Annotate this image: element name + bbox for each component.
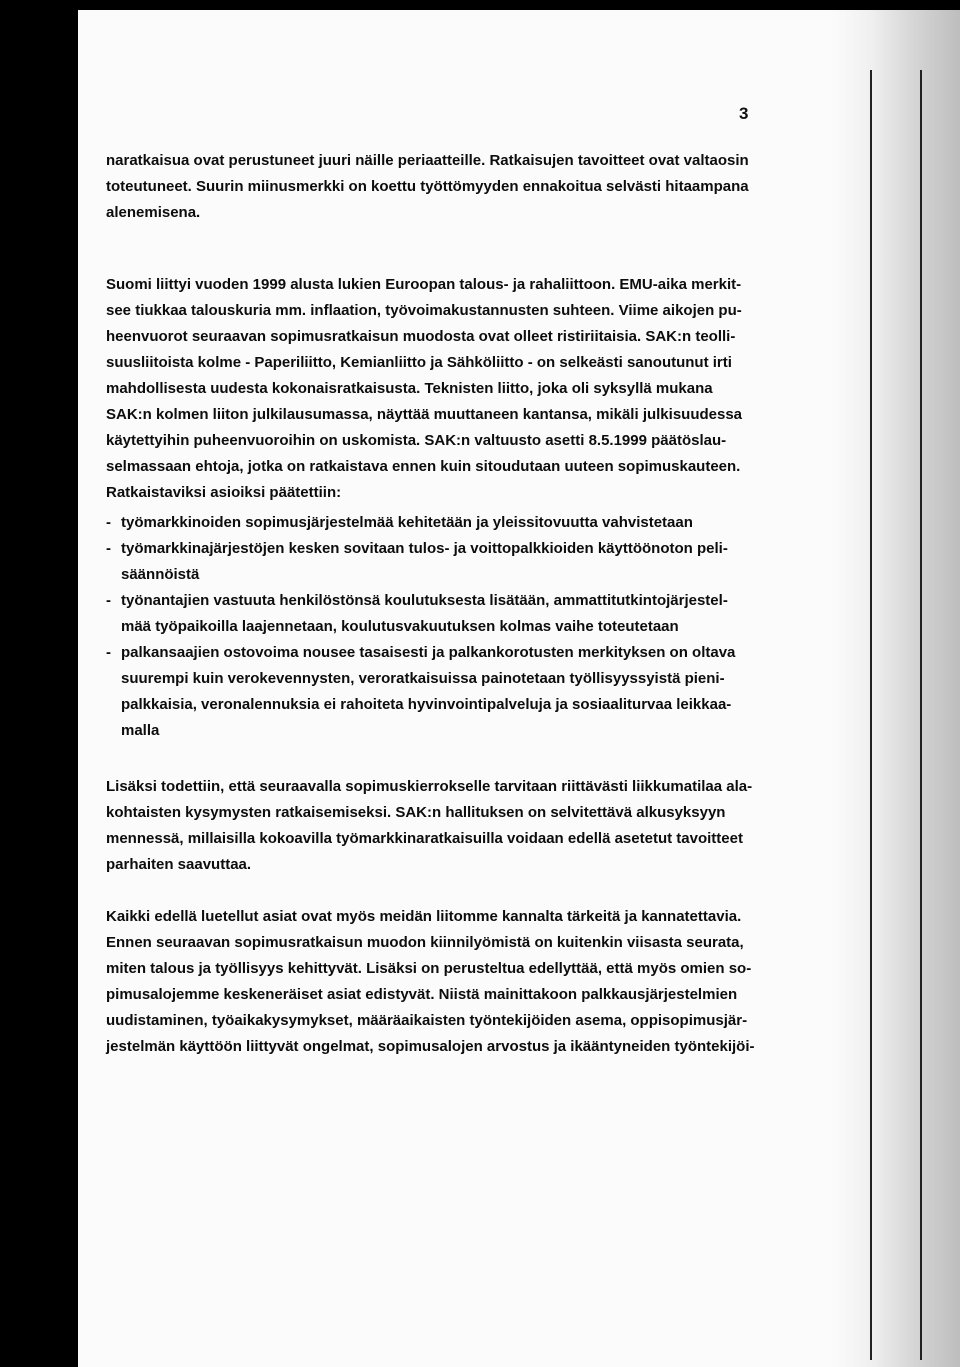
text-line: pimusalojemme keskeneräiset asiat edistyvät. Niistä mainittakoon palkkausjärjestelmien bbox=[106, 986, 738, 1003]
text-line: Suomi liittyi vuoden 1999 alusta lukien Euroopan talous- ja rahaliittoon. EMU-aika merkit- bbox=[106, 276, 742, 293]
page-edge-line bbox=[870, 70, 872, 1360]
text-line: mennessä, millaisilla kokoavilla työmarkkinaratkaisuilla voidaan edellä asetetut tavoitteet bbox=[106, 830, 743, 847]
list-dash: - bbox=[106, 592, 111, 609]
resolution-list bbox=[106, 510, 756, 744]
text-line: heenvuorot seuraavan sopimusratkaisun muodosta ovat olleet ristiriitaisia. SAK:n teolli- bbox=[106, 328, 736, 345]
text-line: työmarkkinajärjestöjen kesken sovitaan tulos- ja voittopalkkioiden käyttöönoton peli- bbox=[121, 540, 728, 557]
paragraph-4 bbox=[106, 904, 756, 1060]
list-item bbox=[106, 640, 756, 744]
text-line: naratkaisua ovat perustuneet juuri näille periaatteille. Ratkaisujen tavoitteet ovat valtaosin bbox=[106, 152, 749, 169]
list-dash: - bbox=[106, 644, 111, 661]
text-line: toteutuneet. Suurin miinusmerkki on koettu työttömyyden ennakoitua selvästi hitaampana bbox=[106, 178, 749, 195]
text-line: mahdollisesta uudesta kokonaisratkaisusta. Teknisten liitto, joka oli syksyllä mukana bbox=[106, 380, 713, 397]
text-line: Kaikki edellä luetellut asiat ovat myös meidän liitomme kannalta tärkeitä ja kannatettavia. bbox=[106, 908, 742, 925]
text-line: alenemisena. bbox=[106, 204, 201, 221]
text-line: palkkaisia, veronalennuksia ei rahoiteta hyvinvointipalveluja ja sosiaaliturvaa leikkaa- bbox=[121, 696, 732, 713]
paragraph-3 bbox=[106, 774, 756, 878]
text-line: Lisäksi todettiin, että seuraavalla sopimuskierrokselle tarvitaan riittävästi liikkumatilaa ala- bbox=[106, 778, 753, 795]
text-line: Ratkaistaviksi asioiksi päätettiin: bbox=[106, 484, 342, 501]
text-line: jestelmän käyttöön liittyvät ongelmat, sopimusalojen arvostus ja ikääntyneiden työntekijöi- bbox=[106, 1038, 755, 1055]
text-line: suusliitoista kolme - Paperiliitto, Kemianliitto ja Sähköliitto - on selkeästi sanoutunut irti bbox=[106, 354, 732, 371]
document-body bbox=[106, 148, 756, 1060]
text-line: parhaiten saavuttaa. bbox=[106, 856, 252, 873]
paragraph-2 bbox=[106, 272, 756, 506]
list-item bbox=[106, 588, 756, 640]
page-number: 3 bbox=[739, 104, 749, 123]
list-dash: - bbox=[106, 514, 111, 531]
list-item bbox=[106, 510, 756, 536]
text-line: työnantajien vastuuta henkilöstönsä koulutuksesta lisätään, ammattitutkintojärjestel- bbox=[121, 592, 728, 609]
text-line: mää työpaikoilla laajennetaan, koulutusvakuutuksen kolmas vaihe toteutetaan bbox=[121, 618, 679, 635]
page-edge-line bbox=[920, 70, 922, 1360]
text-line: käytettyihin puheenvuoroihin on uskomista. SAK:n valtuusto asetti 8.5.1999 päätöslau- bbox=[106, 432, 727, 449]
text-line: uudistaminen, työaikakysymykset, määräaikaisten työntekijöiden asema, oppisopimusjär- bbox=[106, 1012, 748, 1029]
text-line: miten talous ja työllisyys kehittyvät. Lisäksi on perusteltua edellyttää, että myös omien so- bbox=[106, 960, 752, 977]
paragraph-1 bbox=[106, 148, 756, 226]
text-line: selmassaan ehtoja, jotka on ratkaistava ennen kuin sitoudutaan uuteen sopimuskauteen. bbox=[106, 458, 741, 475]
text-line: Ennen seuraavan sopimusratkaisun muodon kiinnilyömistä on kuitenkin viisasta seurata, bbox=[106, 934, 744, 951]
book-edge bbox=[832, 10, 960, 1367]
text-line: malla bbox=[121, 722, 160, 739]
text-line: työmarkkinoiden sopimusjärjestelmää kehitetään ja yleissitovuutta vahvistetaan bbox=[121, 514, 693, 531]
text-line: SAK:n kolmen liiton julkilausumassa, näyttää muuttaneen kantansa, mikäli julkisuudessa bbox=[106, 406, 743, 423]
text-line: palkansaajien ostovoima nousee tasaisesti ja palkankorotusten merkityksen on oltava bbox=[121, 644, 736, 661]
text-line: see tiukkaa talouskuria mm. inflaation, työvoimakustannusten suhteen. Viime aikojen pu- bbox=[106, 302, 742, 319]
text-line: suurempi kuin verokevennysten, veroratkaisuissa painotetaan työllisyyssyistä pieni- bbox=[121, 670, 725, 687]
list-item bbox=[106, 536, 756, 588]
list-dash: - bbox=[106, 540, 111, 557]
text-line: säännöistä bbox=[121, 566, 200, 583]
text-line: kohtaisten kysymysten ratkaisemiseksi. SAK:n hallituksen on selvitettävä alkusyksyyn bbox=[106, 804, 726, 821]
